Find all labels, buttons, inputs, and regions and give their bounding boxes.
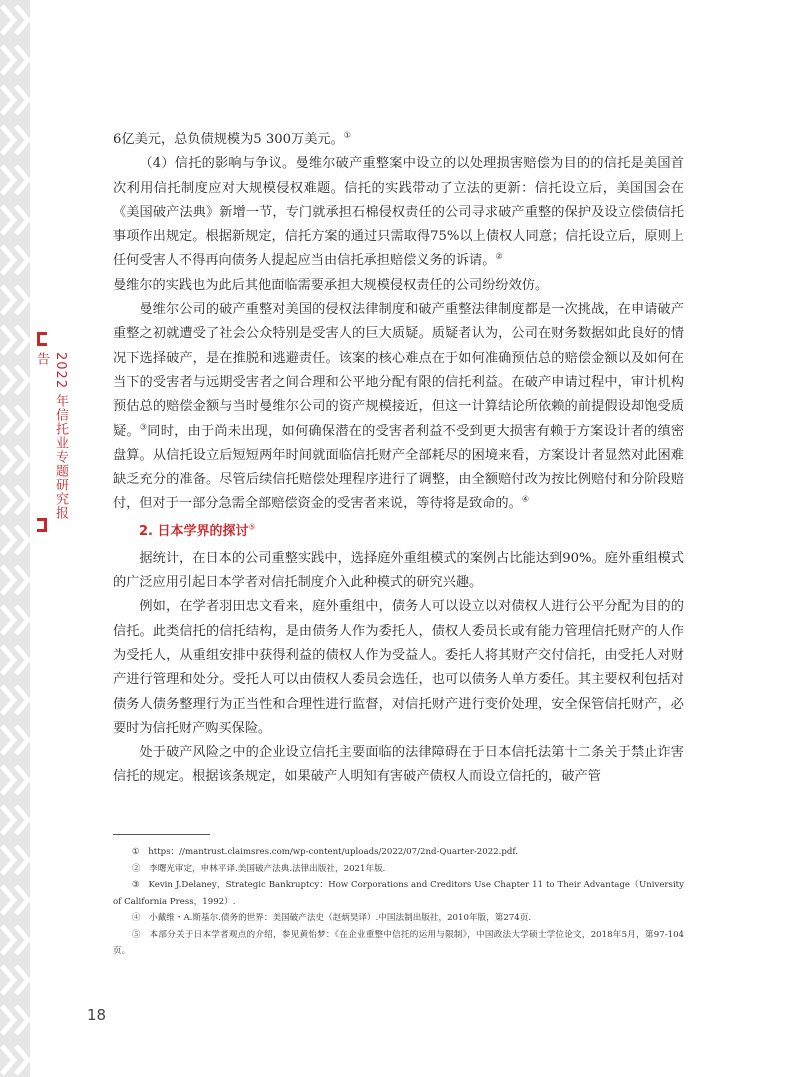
paragraph-text: 据统计，在日本的公司重整实践中，选择庭外重组模式的案例占比能达到90%。庭外重组模式的广泛应用引起日本学者对信托制度介入此种模式的研究兴趣。	[113, 550, 684, 591]
paragraph	[113, 152, 684, 273]
paragraph	[113, 128, 684, 152]
section-heading-text: 2. 日本学界的探讨	[139, 523, 249, 539]
footnote: ② 李曙光审定，申林平译.美国破产法典.法律出版社，2021年版.	[131, 863, 386, 874]
paragraph	[113, 595, 684, 741]
left-bracket-icon	[37, 332, 47, 346]
paragraph-text: 6亿美元，总负债规模为5 300万美元。	[113, 132, 344, 147]
footnote-ref: ④	[521, 495, 529, 505]
right-bracket-icon	[37, 518, 47, 532]
main-body	[113, 128, 684, 790]
paragraph-text: 同时，由于尚未出现，如何确保潜在的受害者利益不受到更大损害有赖于方案设计者的缜密盘算。从信托设立后短短两年时间就面临信托财产全部耗尽的困境来看，方案设计者显然对此困难缺乏充分的准备。尽管后续信托赔偿处理程序进行了调整，由全额赔付改为按比例赔付和分阶段赔付，但对于一部分急需全部赔偿资金的受害者来说，等待将是致命的。	[113, 423, 685, 512]
footnote: ⑤ 本部分关于日本学者观点的介绍，参见黄怡梦：《在企业重整中信托的运用与限制》，中国政法大学硕士学位论文，2018年5月，第97-104页。	[113, 929, 684, 956]
section-heading	[113, 519, 684, 545]
footnote-ref: ②	[495, 252, 503, 262]
paragraph	[113, 741, 684, 790]
footnote-ref: ⑤	[248, 522, 256, 532]
decorative-side-strip	[0, 0, 30, 1077]
footnote-divider	[113, 834, 210, 835]
footnotes	[113, 844, 684, 960]
paragraph	[113, 274, 684, 298]
paragraph-text: 例如，在学者羽田忠文看来，庭外重组中，债务人可以设立以对债权人进行公平分配为目的的信托。此类信托的信托结构，是由债务人作为委托人，债权人委员长或有能力管理信托财产的人作为受托人，从重组安排中获得利益的债权人作为受益人。委托人将其财产交付信托，由受托人对财产进行管理和处分。受托人可以由债权人委员会选任，也可以债务人单方委任。其主要权利包括对债务人债务整理行为正当性和合理性进行监督，对信托财产进行变价处理，安全保管信托财产，必要时为信托财产购买保险。	[113, 599, 684, 736]
paragraph	[113, 547, 684, 596]
chevron-pattern-icon	[0, 0, 30, 1077]
paragraph-text: （4）信托的影响与争议。曼维尔破产重整案中设立的以处理损害赔偿为目的的信托是美国首次利用信托制度应对大规模侵权难题。信托的实践带动了立法的更新：信托设立后，美国国会在《美国破产法典》新增一节，专门就承担石棉侵权责任的公司寻求破产重整的保护及设立偿债信托事项作出规定。根据新规定，信托方案的通过只需取得75%以上债权人同意；信托设立后，原则上任何受害人不得再向债务人提起应当由信托承担赔偿义务的诉请。	[113, 156, 684, 269]
report-series-label	[28, 332, 68, 532]
footnote-ref: ①	[343, 130, 351, 140]
footnote: ① https：//mantrust.claimsres.com/wp-content/uploads/2022/07/2nd-Quarter-2022.pdf.	[131, 847, 518, 857]
paragraph-text: 曼维尔公司的破产重整对美国的侵权法律制度和破产重整法律制度都是一次挑战，在申请破产重整之初就遭受了社会公众特别是受害人的巨大质疑。质疑者认为，公司在财务数据如此良好的情况下选择破产，是在推脱和逃避责任。该案的核心难点在于如何准确预估总的赔偿金额以及如何在当下的受害者与远期受害者之间合理和公平地分配有限的信托利益。在破产申请过程中，审计机构预估总的赔偿金额与当时曼维尔公司的资产规模接近，但这一计算结论所依赖的前提假设却饱受质疑。	[113, 302, 684, 439]
page-number: 18	[87, 1006, 107, 1024]
footnote: ④ 小戴维・A.斯基尔.债务的世界：美国破产法史（赵炳昊译）.中国法制出版社，2010年版，第274页.	[131, 913, 532, 923]
report-series-title: 2022 年信托业专题研究报告	[34, 352, 68, 521]
paragraph	[113, 298, 684, 517]
paragraph-text: 曼维尔的实践也为此后其他面临需要承担大规模侵权责任的公司纷纷效仿。	[113, 277, 549, 293]
footnote: ③ Kevin J.Delaney，Strategic Bankruptcy：How Corporations and Creditors Use Chapter 11 to Their Advantage（University of California Press，1992）.	[113, 880, 684, 907]
footnote-ref: ③	[139, 422, 148, 432]
paragraph-text: 处于破产风险之中的企业设立信托主要面临的法律障碍在于日本信托法第十二条关于禁止诈害信托的规定。根据该条规定，如果破产人明知有害破产债权人而设立信托的，破产管	[113, 745, 684, 785]
